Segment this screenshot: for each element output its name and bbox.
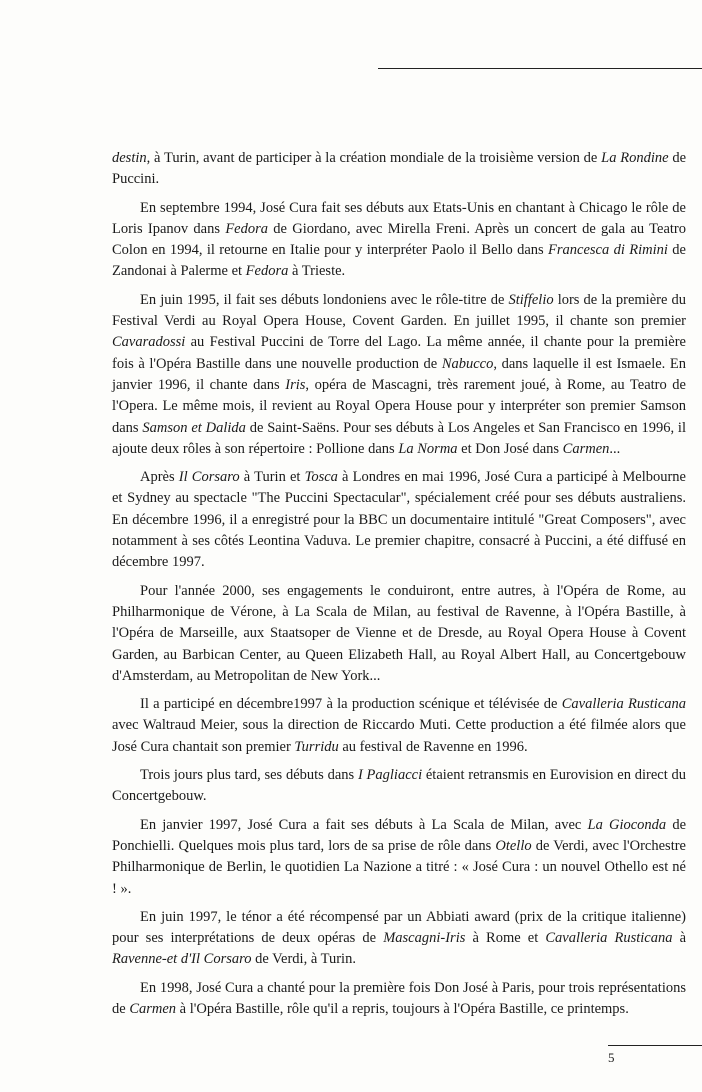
text-run: Après	[140, 469, 179, 486]
italic-title: Nabucco	[441, 355, 494, 372]
text-run: , dans laquelle il est Ismaele. En janvier 1996, il chante dans	[112, 355, 686, 393]
italic-title: Carmen	[129, 1000, 177, 1017]
italic-title: Fedora	[225, 220, 268, 237]
italic-title: Otello	[495, 837, 532, 854]
italic-title: Cavalleria Rusticana	[545, 930, 673, 947]
paragraph	[112, 907, 686, 971]
text-run: Trois jours plus tard, ses débuts dans	[140, 767, 358, 784]
paragraph	[112, 581, 686, 687]
text-run: à Londres en mai 1996, José Cura a participé à Melbourne et Sydney au spectacle "The Puccini Spectacular", spécialement créé pour ses débuts australiens. En décembre 1996, il a enregistré pour la BBC un documentaire intitulé "Great Composers", avec notamment à ses côtés Leontina Vaduva. Le premier chapitre, consacré à Puccini, a été diffusé en décembre 1997.	[112, 469, 686, 571]
paragraph	[112, 765, 686, 808]
italic-title: Turridu	[294, 738, 339, 755]
body-text	[112, 148, 686, 1027]
text-run: de Ponchielli. Quelques mois plus tard, lors de sa prise de rôle dans	[112, 816, 687, 854]
italic-title: La Norma	[398, 440, 458, 457]
italic-title: Iris	[285, 376, 306, 393]
page-number: 5	[608, 1050, 615, 1065]
italic-title: Samson et Dalida	[142, 419, 246, 436]
text-run: au festival de Ravenne en 1996.	[338, 738, 528, 755]
italic-title: I Pagliacci	[357, 767, 423, 784]
italic-title: Cavaradossi	[112, 334, 186, 351]
italic-title: destin	[112, 150, 147, 166]
text-run: à Turin et	[239, 469, 305, 486]
text-run: au Festival Puccini de Torre del Lago. La même année, il chante pour la première fois à l'Opéra Bastille dans une nouvelle production de	[112, 334, 686, 372]
text-run: , à Turin, avant de participer à la création mondiale de la troisième version de	[146, 150, 602, 166]
text-run: à Rome et	[465, 930, 546, 947]
text-run: et Don José dans	[457, 440, 563, 457]
text-run: à	[672, 930, 687, 947]
text-run: En juin 1997, le ténor a été récompensé par un Abbiati award (prix de la critique italienne) pour ses interprétations de deux opéras de	[112, 908, 686, 947]
footer-rule	[608, 1045, 702, 1046]
text-run: à Trieste.	[288, 263, 346, 280]
paragraph	[112, 978, 686, 1021]
text-run: de Giordano, avec Mirella Freni. Après un concert de gala au Teatro Colon en 1994, il retourne en Italie pour y interpréter Paolo il Bello dans	[112, 220, 687, 259]
paragraph	[112, 198, 686, 283]
paragraph	[112, 467, 686, 573]
text-run: avec Waltraud Meier, sous la direction de Riccardo Muti. Cette production a été filmée alors que José Cura chantait son premier	[112, 717, 686, 755]
text-run: En juin 1995, il fait ses débuts londoniens avec le rôle-titre de	[140, 291, 509, 308]
italic-title: Carmen	[562, 440, 610, 457]
italic-title: Francesca di Rimini	[548, 242, 668, 259]
text-run: En janvier 1997, José Cura a fait ses débuts à La Scala de Milan, avec	[140, 816, 588, 833]
italic-title: La Rondine	[601, 150, 669, 166]
paragraph	[112, 290, 686, 460]
paragraph	[112, 815, 686, 900]
italic-title: Fedora	[245, 263, 289, 280]
text-run: En 1998, José Cura a chanté pour la première fois Don José à Paris, pour trois représentations de	[112, 979, 686, 1017]
text-run: de Saint-Saëns. Pour ses débuts à Los Angeles et San Francisco en 1996, il ajoute deux rôles à son répertoire : Pollione dans	[112, 419, 686, 457]
header-rule	[378, 68, 702, 69]
italic-title: Ravenne-et d'Il Corsaro	[112, 951, 252, 968]
paragraph	[112, 694, 686, 758]
italic-title: La Gioconda	[587, 816, 667, 833]
text-run: à l'Opéra Bastille, rôle qu'il a repris, toujours à l'Opéra Bastille, ce printemps.	[176, 1000, 629, 1017]
italic-title: Stiffelio	[508, 291, 554, 308]
text-run: de Zandonai à Palerme et	[112, 242, 686, 280]
text-run: lors de la première du Festival Verdi au Royal Opera House, Covent Garden. En juillet 1995, il chante son premier	[112, 291, 687, 330]
text-run: de Verdi, à Turin.	[251, 951, 356, 968]
italic-title: Mascagni-Iris	[383, 930, 466, 947]
paragraph	[112, 148, 686, 191]
italic-title: Tosca	[304, 469, 338, 486]
text-run: étaient retransmis en Eurovision en direct du Concertgebouw.	[112, 767, 686, 805]
text-run: Pour l'année 2000, ses engagements le conduiront, entre autres, à l'Opéra de Rome, au Philharmonique de Vérone, à La Scala de Milan, au festival de Ravenne, à l'Opéra Bastille, à l'Opéra de Marseille, aux Staatsoper de Vienne et de Dresde, au Royal Opera House à Covent Garden, au Barbican Center, au Queen Elizabeth Hall, au Royal Albert Hall, au Concertgebouw d'Amsterdam, au Metropolitan de New York...	[112, 582, 686, 684]
text-run: En septembre 1994, José Cura fait ses débuts aux Etats-Unis en chantant à Chicago le rôle de Loris Ipanov dans	[112, 199, 686, 237]
text-run: Il a participé en décembre1997 à la production scénique et télévisée de	[140, 696, 562, 713]
text-run: , opéra de Mascagni, très rarement joué, à Rome, au Teatro de l'Opera. Le même mois, il revient au Royal Opera House pour y interpréter son premier Samson dans	[112, 376, 686, 436]
text-run: ...	[609, 440, 621, 457]
italic-title: Cavalleria Rusticana	[561, 696, 687, 713]
text-run: de Verdi, avec l'Orchestre Philharmonique de Berlin, le quotidien La Nazione a titré : « José Cura : un nouvel Othello est né ! ».	[112, 837, 686, 897]
italic-title: Il Corsaro	[178, 469, 240, 486]
text-run: de Puccini.	[112, 150, 687, 188]
